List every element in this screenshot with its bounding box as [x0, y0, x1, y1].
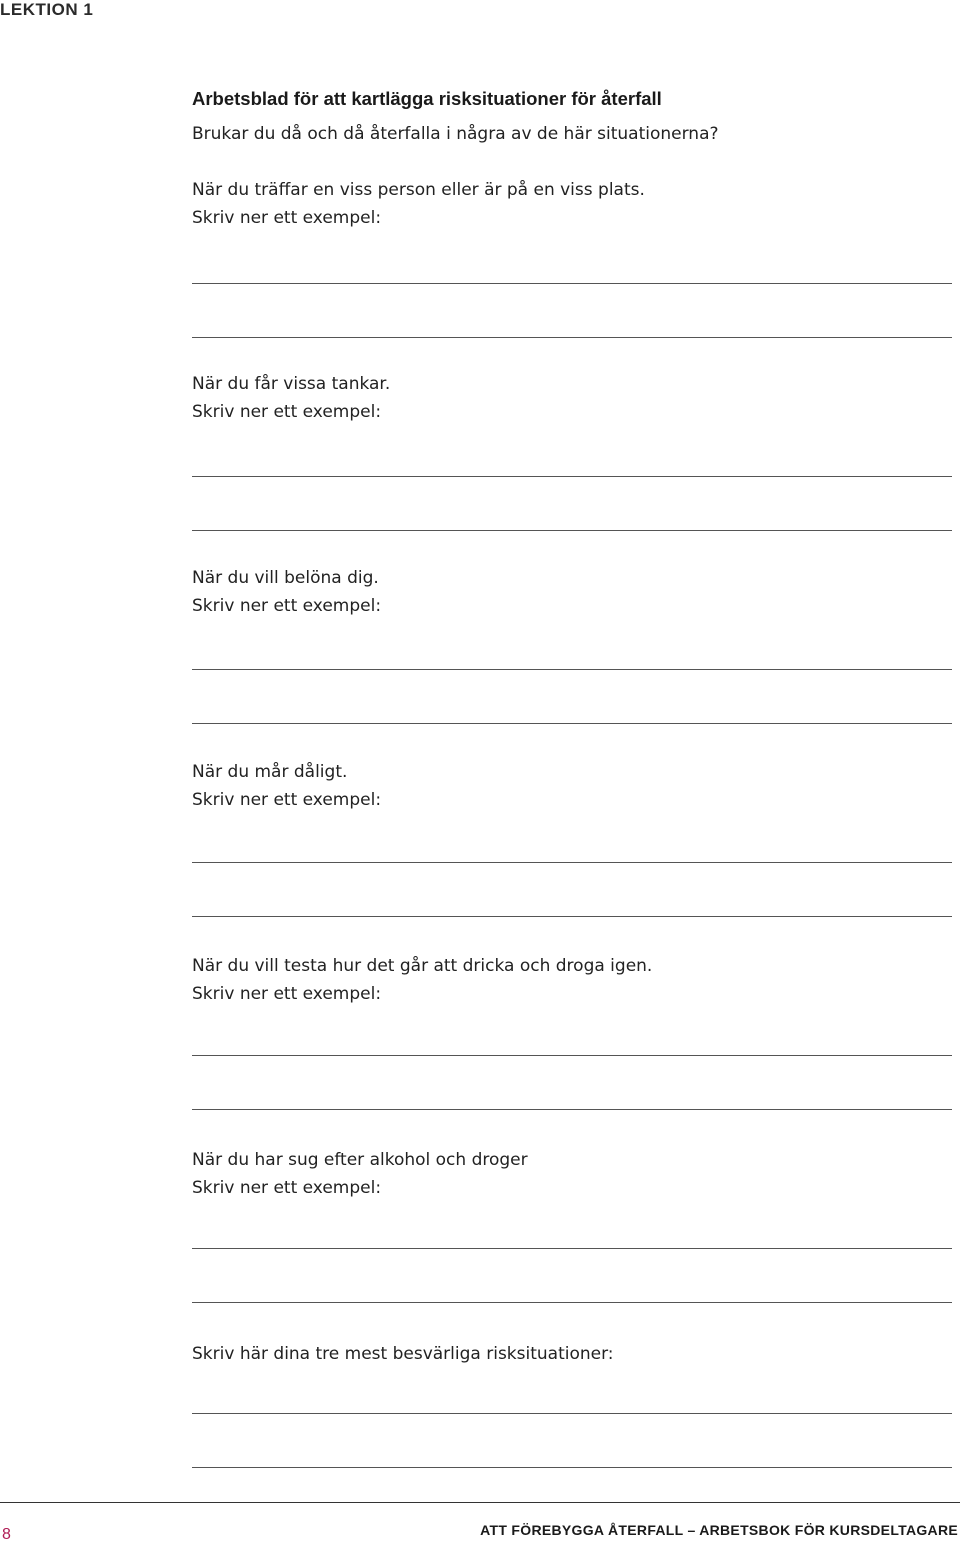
answer-line[interactable] [192, 1413, 952, 1414]
answer-line[interactable] [192, 1467, 952, 1468]
worksheet-intro: Brukar du då och då återfalla i några av de här situationerna? [192, 124, 719, 144]
worksheet-title: Arbetsblad för att kartlägga risksituationer för återfall [192, 88, 662, 109]
question-section [192, 1146, 952, 1202]
question-prompt: Skriv här dina tre mest besvärliga risksituationer: [192, 1344, 614, 1364]
question-section [192, 564, 952, 620]
answer-line[interactable] [192, 916, 952, 917]
question-section [192, 176, 952, 232]
question-instruction: Skriv ner ett exempel: [192, 208, 382, 228]
question-instruction: Skriv ner ett exempel: [192, 984, 382, 1004]
answer-line[interactable] [192, 862, 952, 863]
question-instruction: Skriv ner ett exempel: [192, 790, 382, 810]
lesson-label: LEKTION 1 [0, 0, 94, 19]
answer-line[interactable] [192, 669, 952, 670]
question-prompt: När du vill testa hur det går att dricka och droga igen. [192, 956, 653, 976]
page-number: 8 [2, 1526, 11, 1543]
question-prompt: När du träffar en viss person eller är på en viss plats. [192, 180, 645, 200]
question-instruction: Skriv ner ett exempel: [192, 596, 382, 616]
question-prompt: När du får vissa tankar. [192, 374, 391, 394]
answer-line[interactable] [192, 530, 952, 531]
answer-line[interactable] [192, 1055, 952, 1056]
footer-book-title: ATT FÖREBYGGA ÅTERFALL – ARBETSBOK FÖR KURSDELTAGARE [480, 1522, 958, 1538]
answer-line[interactable] [192, 1302, 952, 1303]
answer-line[interactable] [192, 1248, 952, 1249]
question-section [192, 952, 952, 1008]
question-instruction: Skriv ner ett exempel: [192, 402, 382, 422]
answer-line[interactable] [192, 723, 952, 724]
answer-line[interactable] [192, 476, 952, 477]
question-section [192, 370, 952, 426]
question-prompt: När du mår dåligt. [192, 762, 348, 782]
footer-divider [0, 1502, 960, 1503]
question-prompt: När du vill belöna dig. [192, 568, 379, 588]
question-instruction: Skriv ner ett exempel: [192, 1178, 382, 1198]
question-section [192, 758, 952, 814]
question-prompt: När du har sug efter alkohol och droger [192, 1150, 528, 1170]
answer-line[interactable] [192, 337, 952, 338]
answer-line[interactable] [192, 1109, 952, 1110]
question-section [192, 1340, 952, 1368]
answer-line[interactable] [192, 283, 952, 284]
